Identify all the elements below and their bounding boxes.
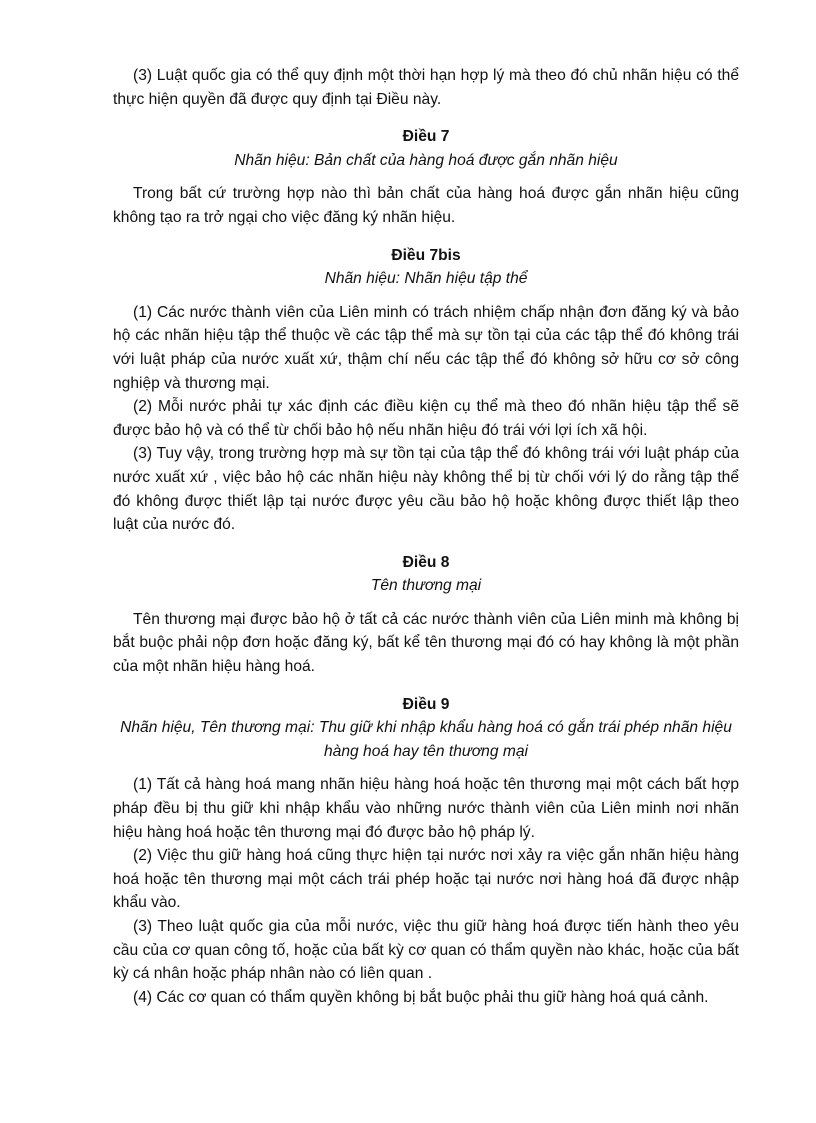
article-paragraph: Tên thương mại được bảo hộ ở tất cả các nước thành viên của Liên minh mà không bị bắt buộc phải nộp đơn hoặc đăng ký, bất kể tên thương mại đó có hay không là một phần của một nhãn hiệu hàng hoá.: [113, 610, 739, 676]
article-paragraph: Trong bất cứ trường hợp nào thì bản chất của hàng hoá được gắn nhãn hiệu cũng không tạo ra trở ngại cho việc đăng ký nhãn hiệu.: [113, 185, 739, 226]
article-paragraph: (4) Các cơ quan có thẩm quyền không bị bắt buộc phải thu giữ hàng hoá quá cảnh.: [133, 988, 709, 1006]
article-title: Điều 7: [402, 128, 450, 146]
article-9: [113, 693, 739, 1010]
article-paragraph: (3) Theo luật quốc gia của mỗi nước, việc thu giữ hàng hoá được tiến hành theo yêu cầu của cơ quan công tố, hoặc của bất kỳ cơ quan có thẩm quyền nào khác, hoặc của bất kỳ cá nhân hoặc pháp nhân nào có liên quan .: [113, 918, 739, 983]
article-7: [113, 125, 739, 229]
article-8: [113, 551, 739, 679]
article-title: Điều 7bis: [391, 246, 461, 264]
article-subtitle: Nhãn hiệu: Bản chất của hàng hoá được gắn nhãn hiệu: [234, 151, 618, 169]
article-subtitle: Tên thương mại: [370, 577, 482, 595]
intro-paragraph: (3) Luật quốc gia có thể quy định một thời hạn hợp lý mà theo đó chủ nhãn hiệu có thể thực hiện quyền đã được quy định tại Điều này.: [113, 67, 739, 108]
article-paragraph: (1) Tất cả hàng hoá mang nhãn hiệu hàng hoá hoặc tên thương mại một cách bất hợp pháp đều bị thu giữ khi nhập khẩu vào những nước thành viên của Liên minh nơi nhãn hiệu hàng hoá hoặc tên thương mại đó được bảo hộ pháp lý.: [113, 776, 739, 841]
article-paragraph: (1) Các nước thành viên của Liên minh có trách nhiệm chấp nhận đơn đăng ký và bảo hộ các nhãn hiệu tập thể thuộc về các tập thể mà sự tồn tại của các tập thể đó không trái với luật pháp của nước xuất xứ, thậm chí nếu các tập thể đó không sở hữu cơ sở công nghiệp và thương mại.: [113, 303, 739, 392]
article-paragraph: (2) Mỗi nước phải tự xác định các điều kiện cụ thể mà theo đó nhãn hiệu tập thể sẽ được bảo hộ và có thể từ chối bảo hộ nếu nhãn hiệu đó trái với lợi ích xã hội.: [113, 398, 739, 439]
article-7bis: [113, 244, 739, 537]
article-subtitle: Nhãn hiệu: Nhãn hiệu tập thể: [324, 270, 528, 288]
article-subtitle: Nhãn hiệu, Tên thương mại: Thu giữ khi nhập khẩu hàng hoá có gắn trái phép nhãn hiệu hàng hoá hay tên thương mại: [120, 719, 732, 760]
article-paragraph: (2) Việc thu giữ hàng hoá cũng thực hiện tại nước nơi xảy ra việc gắn nhãn hiệu hàng hoá hoặc tên thương mại một cách trái phép hoặc tại nước nơi hàng hoá đã được nhập khẩu vào.: [113, 847, 739, 912]
article-title: Điều 9: [402, 695, 450, 713]
article-title: Điều 8: [402, 553, 450, 571]
article-paragraph: (3) Tuy vậy, trong trường hợp mà sự tồn tại của tập thể đó không trái với luật pháp của nước xuất xứ , việc bảo hộ các nhãn hiệu này không thể bị từ chối với lý do rằng tập thể đó không được thiết lập tại nước được yêu cầu bảo hộ hoặc không được thiết lập theo luật của nước đó.: [113, 445, 739, 534]
document-page: [113, 64, 739, 1009]
